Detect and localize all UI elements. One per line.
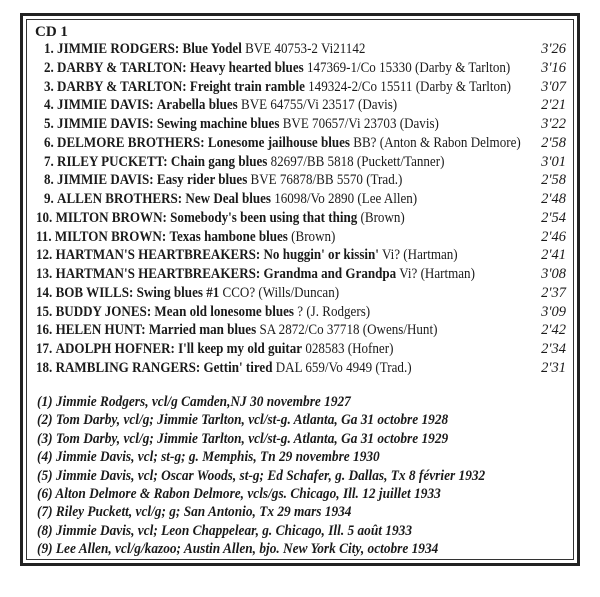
track-artist: JIMMIE DAVIS: <box>57 172 154 189</box>
track-artist: DARBY & TARLTON: <box>57 78 187 95</box>
track-row <box>36 228 566 247</box>
track-artist: MILTON BROWN: <box>54 228 167 245</box>
track-number: 15. <box>36 303 53 320</box>
track-artist: DELMORE BROTHERS: <box>57 134 205 151</box>
track-duration: 3'01 <box>541 153 566 170</box>
track-title: New Deal blues <box>185 191 271 207</box>
track-artist: DARBY & TARLTON: <box>57 59 187 76</box>
track-duration: 2'58 <box>541 172 566 189</box>
track-info: BVE 40753-2 Vi21142 <box>245 41 366 57</box>
track-duration: 2'31 <box>541 359 566 376</box>
track-title: Chain gang blues <box>170 153 268 170</box>
track-title: Sewing machine blues <box>156 116 280 132</box>
track-text <box>44 190 417 209</box>
track-row <box>36 321 566 340</box>
track-number: 18. <box>36 359 53 376</box>
track-artist: JIMMIE RODGERS: <box>57 41 180 57</box>
track-info: DAL 659/Vo 4949 (Trad.) <box>275 359 412 376</box>
track-artist: JIMMIE DAVIS: <box>57 116 154 132</box>
track-duration: 3'09 <box>541 303 566 320</box>
session-note <box>37 485 567 503</box>
track-number: 8. <box>44 172 54 189</box>
track-artist: JIMMIE DAVIS: <box>57 97 154 114</box>
track-text <box>36 284 339 303</box>
track-info: ? (J. Rodgers) <box>297 303 371 320</box>
session-note <box>37 448 567 466</box>
track-duration: 2'41 <box>541 247 566 264</box>
session-note-text: (2) Tom Darby, vcl/g; Jimmie Tarlton, vcl/st-g. Atlanta, Ga 31 octobre 1928 <box>37 412 449 429</box>
track-number: 9. <box>44 191 54 207</box>
session-notes <box>37 393 567 559</box>
track-title: Arabella blues <box>156 97 238 114</box>
track-artist: HELEN HUNT: <box>55 322 146 339</box>
track-info: SA 2872/Co 37718 (Owens/Hunt) <box>259 322 438 339</box>
track-duration: 2'21 <box>541 97 566 114</box>
track-title: Freight train ramble <box>189 78 305 95</box>
track-number: 16. <box>36 322 53 339</box>
track-row <box>36 96 566 115</box>
session-note <box>37 522 567 540</box>
track-duration: 3'26 <box>541 41 566 57</box>
track-text <box>44 96 397 115</box>
track-row <box>36 40 566 59</box>
track-artist: HARTMAN'S HEARTBREAKERS: <box>55 247 261 264</box>
track-duration: 3'08 <box>541 266 566 282</box>
track-title: I'll keep my old guitar <box>178 341 303 357</box>
session-note-text: (8) Jimmie Davis, vcl; Leon Chappelear, g. Chicago, Ill. 5 août 1933 <box>37 522 412 539</box>
session-note <box>37 430 567 448</box>
session-note-text: (7) Riley Puckett, vcl/g; g; San Antonio, Tx 29 mars 1934 <box>37 504 352 521</box>
track-duration: 2'34 <box>541 341 566 357</box>
track-list <box>36 40 566 378</box>
track-title: Blue Yodel <box>182 41 242 57</box>
track-row <box>36 246 566 265</box>
session-note-text: (5) Jimmie Davis, vcl; Oscar Woods, st-g; Ed Schafer, g. Dallas, Tx 8 février 1932 <box>37 467 486 484</box>
track-number: 17. <box>36 341 53 357</box>
track-artist: HARTMAN'S HEARTBREAKERS: <box>55 266 261 282</box>
track-text <box>36 321 437 340</box>
track-info: CCO? (Wills/Duncan) <box>222 284 340 301</box>
track-info: (Brown) <box>291 228 336 245</box>
track-row <box>36 59 566 78</box>
track-artist: MILTON BROWN: <box>55 209 167 226</box>
track-text <box>36 340 393 359</box>
session-note-text: (6) Alton Delmore & Rabon Delmore, vcls/gs. Chicago, Ill. 12 juillet 1933 <box>37 485 441 502</box>
track-row <box>36 359 566 378</box>
track-number: 5. <box>44 116 54 132</box>
track-artist: RILEY PUCKETT: <box>57 153 168 170</box>
track-title: Lonesome jailhouse blues <box>207 134 351 151</box>
track-text <box>44 40 365 59</box>
track-text <box>44 59 510 78</box>
track-number: 4. <box>44 97 54 114</box>
track-text <box>44 78 511 97</box>
track-title: Swing blues #1 <box>136 284 220 301</box>
track-info: BVE 64755/Vi 23517 (Davis) <box>240 97 398 114</box>
track-number: 1. <box>44 41 54 57</box>
track-duration: 2'42 <box>541 322 566 339</box>
track-info: 028583 (Hofner) <box>305 341 394 357</box>
track-info: 82697/BB 5818 (Puckett/Tanner) <box>270 153 445 170</box>
track-row <box>36 153 566 172</box>
track-row <box>36 78 566 97</box>
track-info: BVE 76878/BB 5570 (Trad.) <box>250 172 403 189</box>
track-info: Vi? (Hartman) <box>381 247 458 264</box>
track-text <box>44 115 439 134</box>
track-number: 14. <box>36 284 53 301</box>
track-row <box>36 303 566 322</box>
track-text <box>36 265 475 284</box>
track-text <box>44 171 402 190</box>
track-artist: ADOLPH HOFNER: <box>55 341 175 357</box>
track-artist: BOB WILLS: <box>55 284 134 301</box>
track-row <box>36 340 566 359</box>
track-row <box>36 171 566 190</box>
track-title: Texas hambone blues <box>169 228 288 245</box>
track-artist: BUDDY JONES: <box>55 303 152 320</box>
track-text <box>36 228 335 247</box>
disc-label: CD 1 <box>35 24 68 40</box>
track-info: BVE 70657/Vi 23703 (Davis) <box>282 116 439 132</box>
session-note <box>37 411 567 429</box>
track-number: 13. <box>36 266 53 282</box>
track-title: No huggin' or kissin' <box>263 247 379 264</box>
track-number: 3. <box>44 78 54 95</box>
track-info: (Brown) <box>360 209 405 226</box>
session-note <box>37 503 567 521</box>
track-row <box>36 284 566 303</box>
track-row <box>36 190 566 209</box>
track-info: 16098/Vo 2890 (Lee Allen) <box>274 191 418 207</box>
session-note-text: (4) Jimmie Davis, vcl; st-g; g. Memphis, Tn 29 novembre 1930 <box>37 449 380 466</box>
track-title: Somebody's been using that thing <box>170 209 358 226</box>
track-title: Gettin' tired <box>203 359 273 376</box>
track-duration: 3'22 <box>541 116 566 132</box>
track-duration: 3'07 <box>541 78 566 95</box>
track-text <box>36 303 370 322</box>
track-duration: 2'46 <box>541 228 566 245</box>
track-number: 10. <box>36 209 53 226</box>
track-row <box>36 209 566 228</box>
track-duration: 2'54 <box>541 209 566 226</box>
track-number: 7. <box>44 153 54 170</box>
track-artist: RAMBLING RANGERS: <box>55 359 201 376</box>
track-duration: 2'48 <box>541 191 566 207</box>
track-title: Mean old lonesome blues <box>154 303 295 320</box>
track-row <box>36 134 566 153</box>
track-number: 11. <box>36 228 52 245</box>
session-note <box>37 540 567 558</box>
track-number: 12. <box>36 247 53 264</box>
track-number: 6. <box>44 134 54 151</box>
track-info: Vi? (Hartman) <box>399 266 475 282</box>
track-number: 2. <box>44 59 54 76</box>
session-note <box>37 393 567 411</box>
track-text <box>36 359 412 378</box>
track-info: 147369-1/Co 15330 (Darby & Tarlton) <box>306 59 511 76</box>
session-note-text: (9) Lee Allen, vcl/g/kazoo; Austin Allen, bjo. New York City, octobre 1934 <box>37 541 439 558</box>
session-note-text: (3) Tom Darby, vcl/g; Jimmie Tarlton, vcl/st-g. Atlanta, Ga 31 octobre 1929 <box>37 430 449 447</box>
track-info: BB? (Anton & Rabon Delmore) <box>353 134 521 151</box>
track-title: Married man blues <box>148 322 257 339</box>
track-info: 149324-2/Co 15511 (Darby & Tarlton) <box>308 78 511 95</box>
track-title: Heavy hearted blues <box>189 59 304 76</box>
session-note <box>37 467 567 485</box>
track-row <box>36 265 566 284</box>
track-text <box>36 209 405 228</box>
track-artist: ALLEN BROTHERS: <box>57 191 183 207</box>
track-text <box>36 246 458 265</box>
track-duration: 2'58 <box>541 134 566 151</box>
session-note-text: (1) Jimmie Rodgers, vcl/g Camden,NJ 30 novembre 1927 <box>37 394 351 410</box>
track-row <box>36 115 566 134</box>
track-title: Easy rider blues <box>156 172 248 189</box>
track-duration: 3'16 <box>541 59 566 76</box>
track-text <box>44 153 444 172</box>
track-title: Grandma and Grandpa <box>263 266 397 282</box>
track-text <box>44 134 521 153</box>
track-duration: 2'37 <box>541 284 566 301</box>
